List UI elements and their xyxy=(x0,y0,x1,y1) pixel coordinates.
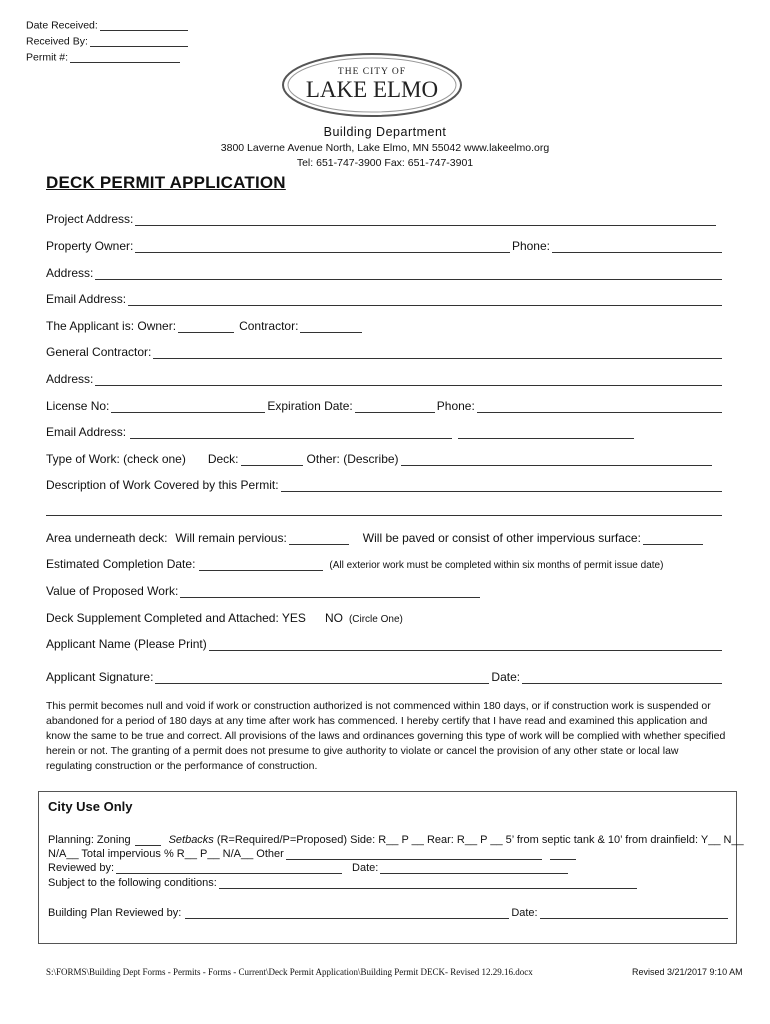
circle-one-note: (Circle One) xyxy=(348,614,403,625)
expiration-date-label: Expiration Date: xyxy=(267,399,353,413)
owner-email-row xyxy=(46,290,724,306)
page-title: DECK PERMIT APPLICATION xyxy=(46,173,286,192)
applicant-name-label: Applicant Name (Please Print) xyxy=(46,637,207,651)
setbacks-label: Setbacks xyxy=(168,834,214,846)
contractor-email-row xyxy=(46,423,724,439)
logo-main-text: LAKE ELMO xyxy=(305,77,439,102)
project-address-row xyxy=(46,210,724,226)
completion-date-note: (All exterior work must be completed within six months of permit issue date) xyxy=(329,560,664,571)
project-address-field[interactable] xyxy=(135,214,716,226)
conditions-row xyxy=(48,875,727,889)
reviewed-date-field[interactable] xyxy=(380,863,568,874)
value-label: Value of Proposed Work: xyxy=(46,584,179,598)
property-owner-field[interactable] xyxy=(135,241,510,253)
planning-row xyxy=(48,832,744,846)
disclaimer-text: This permit becomes null and void if work or construction authorized is not commenced within 180 days, or if construction work is suspended or abandoned for a period of 180 days at any time after work has commenced. I hereby certify that I have read and examined this application and know the same to be true and correct. All provisions of the laws and ordinances governing this type of work will be complied with whether specified herein or not. The granting of a permit does not presume to give authority to violate or cancel the provision of any other state or local law regulating construction or the performance of construction. xyxy=(46,700,726,772)
completion-date-label: Estimated Completion Date: xyxy=(46,557,196,571)
completion-date-row xyxy=(46,555,724,571)
contractor-email-field-2[interactable] xyxy=(458,427,634,439)
description-field-2[interactable] xyxy=(46,504,722,516)
impervious-other-field[interactable] xyxy=(286,849,542,860)
project-address-label: Project Address: xyxy=(46,212,134,226)
building-plan-row xyxy=(48,905,727,919)
department-name: Building Department xyxy=(323,125,447,139)
permit-number-field[interactable] xyxy=(26,52,180,63)
applicant-owner-field[interactable] xyxy=(178,321,234,333)
contractor-email-label: Email Address: xyxy=(46,425,127,439)
applicant-signature-field[interactable] xyxy=(155,672,489,684)
impervious-row xyxy=(48,846,727,860)
supplement-no-option[interactable]: NO xyxy=(324,611,343,625)
description-field[interactable] xyxy=(281,480,722,492)
conditions-label: Subject to the following conditions: xyxy=(48,877,217,889)
general-contractor-row xyxy=(46,343,724,359)
signature-date-field[interactable] xyxy=(522,672,722,684)
will-remain-pervious-field[interactable] xyxy=(289,533,349,545)
description-row xyxy=(46,476,724,492)
owner-address-label: Address: xyxy=(46,266,94,280)
completion-date-field[interactable] xyxy=(199,559,323,571)
impervious-label: N/A__ Total impervious % R__ P__ N/A__ Other xyxy=(48,848,284,860)
license-row xyxy=(46,397,724,413)
reviewed-by-label: Reviewed by: xyxy=(48,862,115,874)
property-owner-row xyxy=(46,237,724,253)
contractor-email-field[interactable] xyxy=(130,427,452,439)
supplement-row xyxy=(46,609,724,625)
city-use-heading: City Use Only xyxy=(48,799,133,814)
owner-address-field[interactable] xyxy=(95,268,722,280)
expiration-date-field[interactable] xyxy=(355,401,435,413)
owner-email-field[interactable] xyxy=(128,294,722,306)
description-row-2 xyxy=(46,500,724,516)
contractor-phone-label: Phone: xyxy=(436,399,475,413)
deck-checkbox-field[interactable] xyxy=(241,454,303,466)
type-of-work-row xyxy=(46,450,724,466)
applicant-is-row xyxy=(46,317,724,333)
received-by-field[interactable] xyxy=(26,36,188,47)
planning-zoning-label: Planning: Zoning xyxy=(48,834,131,846)
setbacks-detail: (R=Required/P=Proposed) Side: R__ P __ Rear: R__ P __ 5’ from septic tank & 10’ from drainfield: Y__ N__ xyxy=(216,834,744,846)
received-by-label: Received By: xyxy=(26,35,88,48)
applicant-contractor-field[interactable] xyxy=(300,321,362,333)
description-label: Description of Work Covered by this Permit: xyxy=(46,478,279,492)
applicant-signature-label: Applicant Signature: xyxy=(46,670,154,684)
signature-date-label: Date: xyxy=(491,670,521,684)
footer-file-path: S:\FORMS\Building Dept Forms - Permits - Forms - Current\Deck Permit Application\Building Permit DECK- Revised 12.29.16.docx xyxy=(46,967,533,977)
area-underneath-row xyxy=(46,529,724,545)
license-no-field[interactable] xyxy=(111,401,265,413)
owner-email-label: Email Address: xyxy=(46,292,127,306)
applicant-contractor-label: Contractor: xyxy=(239,319,299,333)
planning-zoning-field[interactable] xyxy=(135,835,161,846)
other-describe-field[interactable] xyxy=(401,454,712,466)
supplement-label[interactable]: Deck Supplement Completed and Attached: YES xyxy=(46,611,306,625)
logo-top-text: THE CITY OF xyxy=(337,67,407,77)
reviewed-by-row xyxy=(48,860,727,874)
building-plan-date-field[interactable] xyxy=(540,908,728,919)
will-remain-pervious-label: Will remain pervious: xyxy=(175,531,287,545)
city-logo xyxy=(281,52,463,118)
building-plan-date-label: Date: xyxy=(511,907,538,919)
owner-address-row xyxy=(46,264,724,280)
value-field[interactable] xyxy=(180,586,480,598)
department-phone: Tel: 651-747-3900 Fax: 651-747-3901 xyxy=(296,157,474,169)
applicant-name-row xyxy=(46,635,724,651)
city-use-only-box xyxy=(38,791,744,944)
area-underneath-label: Area underneath deck: xyxy=(46,531,168,545)
contractor-address-label: Address: xyxy=(46,372,94,386)
applicant-signature-row xyxy=(46,668,724,684)
license-no-label: License No: xyxy=(46,399,110,413)
general-contractor-label: General Contractor: xyxy=(46,345,152,359)
building-plan-field[interactable] xyxy=(185,908,509,919)
impervious-other-field-2[interactable] xyxy=(550,849,576,860)
applicant-name-field[interactable] xyxy=(209,639,722,651)
conditions-field[interactable] xyxy=(219,878,637,889)
applicant-is-label: The Applicant is: Owner: xyxy=(46,319,177,333)
permit-number-label: Permit #: xyxy=(26,51,69,64)
building-plan-label: Building Plan Reviewed by: xyxy=(48,907,182,919)
permit-number-line[interactable] xyxy=(70,52,180,63)
contractor-phone-field[interactable] xyxy=(477,401,722,413)
received-by-line[interactable] xyxy=(90,36,188,47)
reviewed-by-field[interactable] xyxy=(116,863,342,874)
general-contractor-field[interactable] xyxy=(153,347,722,359)
date-received-field[interactable] xyxy=(26,20,188,31)
date-received-label: Date Received: xyxy=(26,19,98,32)
will-be-paved-field[interactable] xyxy=(643,533,703,545)
type-of-work-label: Type of Work: (check one) xyxy=(46,452,186,466)
will-be-paved-label: Will be paved or consist of other impervious surface: xyxy=(362,531,641,545)
contractor-address-field[interactable] xyxy=(95,374,722,386)
owner-phone-field[interactable] xyxy=(552,241,722,253)
footer-revised: Revised 3/21/2017 9:10 AM xyxy=(632,967,743,977)
property-owner-label: Property Owner: xyxy=(46,239,134,253)
other-label: Other: (Describe) xyxy=(306,452,399,466)
owner-phone-label: Phone: xyxy=(511,239,550,253)
department-address: 3800 Laverne Avenue North, Lake Elmo, MN 55042 www.lakeelmo.org xyxy=(220,142,550,154)
value-row xyxy=(46,582,724,598)
date-received-line[interactable] xyxy=(100,20,188,31)
reviewed-date-label: Date: xyxy=(352,862,379,874)
deck-label: Deck: xyxy=(207,452,239,466)
contractor-address-row xyxy=(46,370,724,386)
